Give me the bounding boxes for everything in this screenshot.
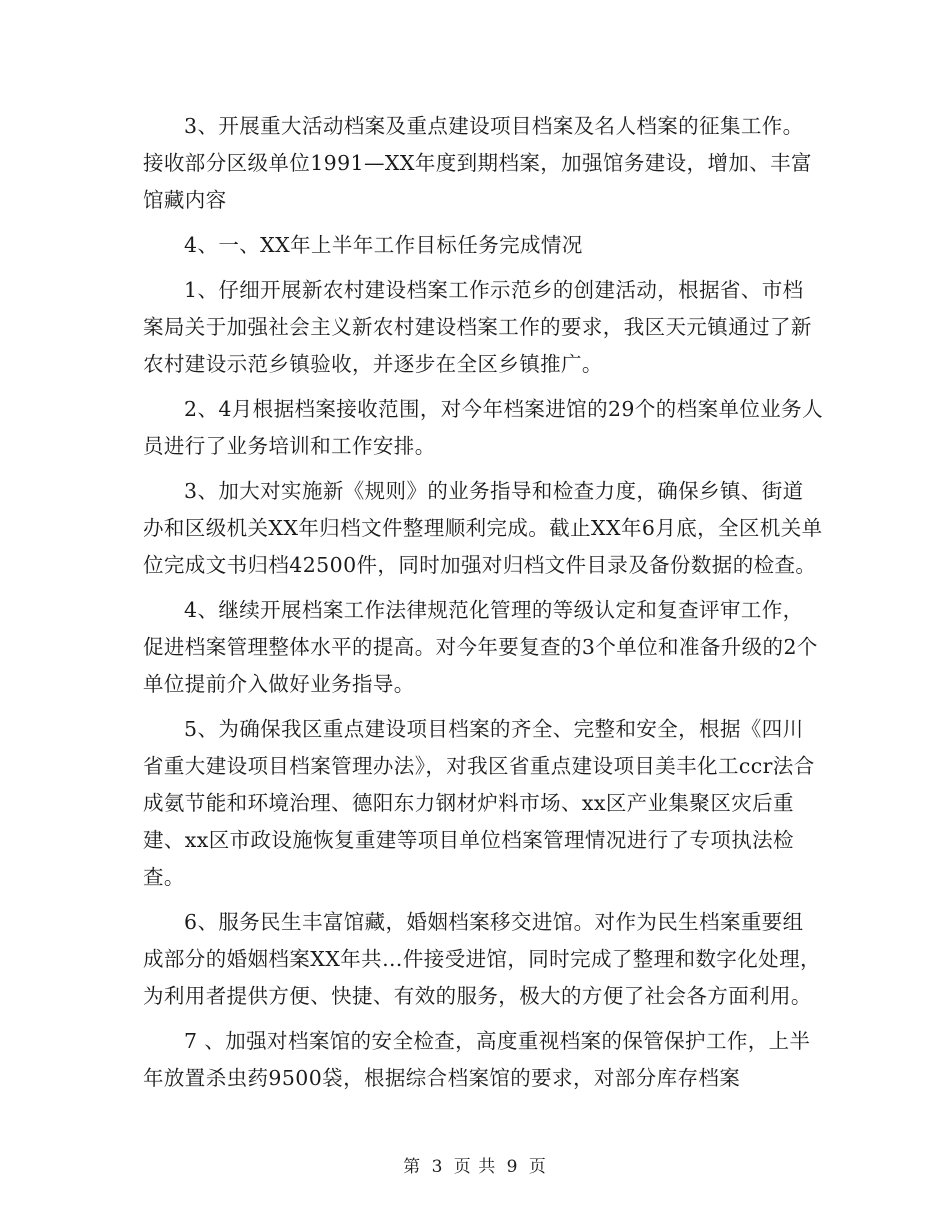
paragraph: 5、为确保我区重点建设项目档案的齐全、完整和安全，根据《四川省重大建设项目档案管理办法》，对我区省重点建设项目美丰化工ccr法合成氨节能和环境治理、德阳东力钢材炉料市场、xx区产业集聚区灾后重建、xx区市政设施恢复重建等项目单位档案管理情况进行了专项执法检查。 xyxy=(143,717,815,889)
paragraph: 6、服务民生丰富馆藏，婚姻档案移交进馆。对作为民生档案重要组成部分的婚姻档案XX年共…件接受进馆，同时完成了整理和数字化处理，为利用者提供方便、快捷、有效的服务，极大的方便了社会各方面利用。 xyxy=(143,910,821,1008)
page-number: 3 xyxy=(431,1157,444,1177)
page-label-suffix: 页 xyxy=(528,1157,547,1177)
page-label-mid: 页 共 xyxy=(453,1157,497,1177)
total-pages: 9 xyxy=(506,1157,519,1177)
page-label-prefix: 第 xyxy=(403,1157,422,1177)
paragraph: 4、继续开展档案工作法律规范化管理的等级认定和复查评审工作，促进档案管理整体水平的提高。对今年要复查的3个单位和准备升级的2个单位提前介入做好业务指导。 xyxy=(143,598,818,696)
paragraph: 4、一、XX年上半年工作目标任务完成情况 xyxy=(184,233,583,257)
paragraph: 7 、加强对档案馆的安全检查，高度重视档案的保管保护工作，上半年放置杀虫药9500袋，根据综合档案馆的要求，对部分库存档案 xyxy=(143,1029,811,1090)
page-footer xyxy=(0,1152,950,1177)
document-body xyxy=(143,108,823,1105)
paragraph: 3、开展重大活动档案及重点建设项目档案及名人档案的征集工作。接收部分区级单位1991—XX年度到期档案，加强馆务建设，增加、丰富馆藏内容 xyxy=(143,114,812,212)
paragraph: 2、4月根据档案接收范围，对今年档案进馆的29个的档案单位业务人员进行了业务培训和工作安排。 xyxy=(143,397,823,458)
paragraph: 3、加大对实施新《规则》的业务指导和检查力度，确保乡镇、街道办和区级机关XX年归档文件整理顺利完成。截止XX年6月底，全区机关单位完成文书归档42500件，同时加强对归档文件目录及备份数据的检查。 xyxy=(143,479,823,577)
paragraph: 1、仔细开展新农村建设档案工作示范乡的创建活动，根据省、市档案局关于加强社会主义新农村建设档案工作的要求，我区天元镇通过了新农村建设示范乡镇验收，并逐步在全区乡镇推广。 xyxy=(143,278,812,376)
